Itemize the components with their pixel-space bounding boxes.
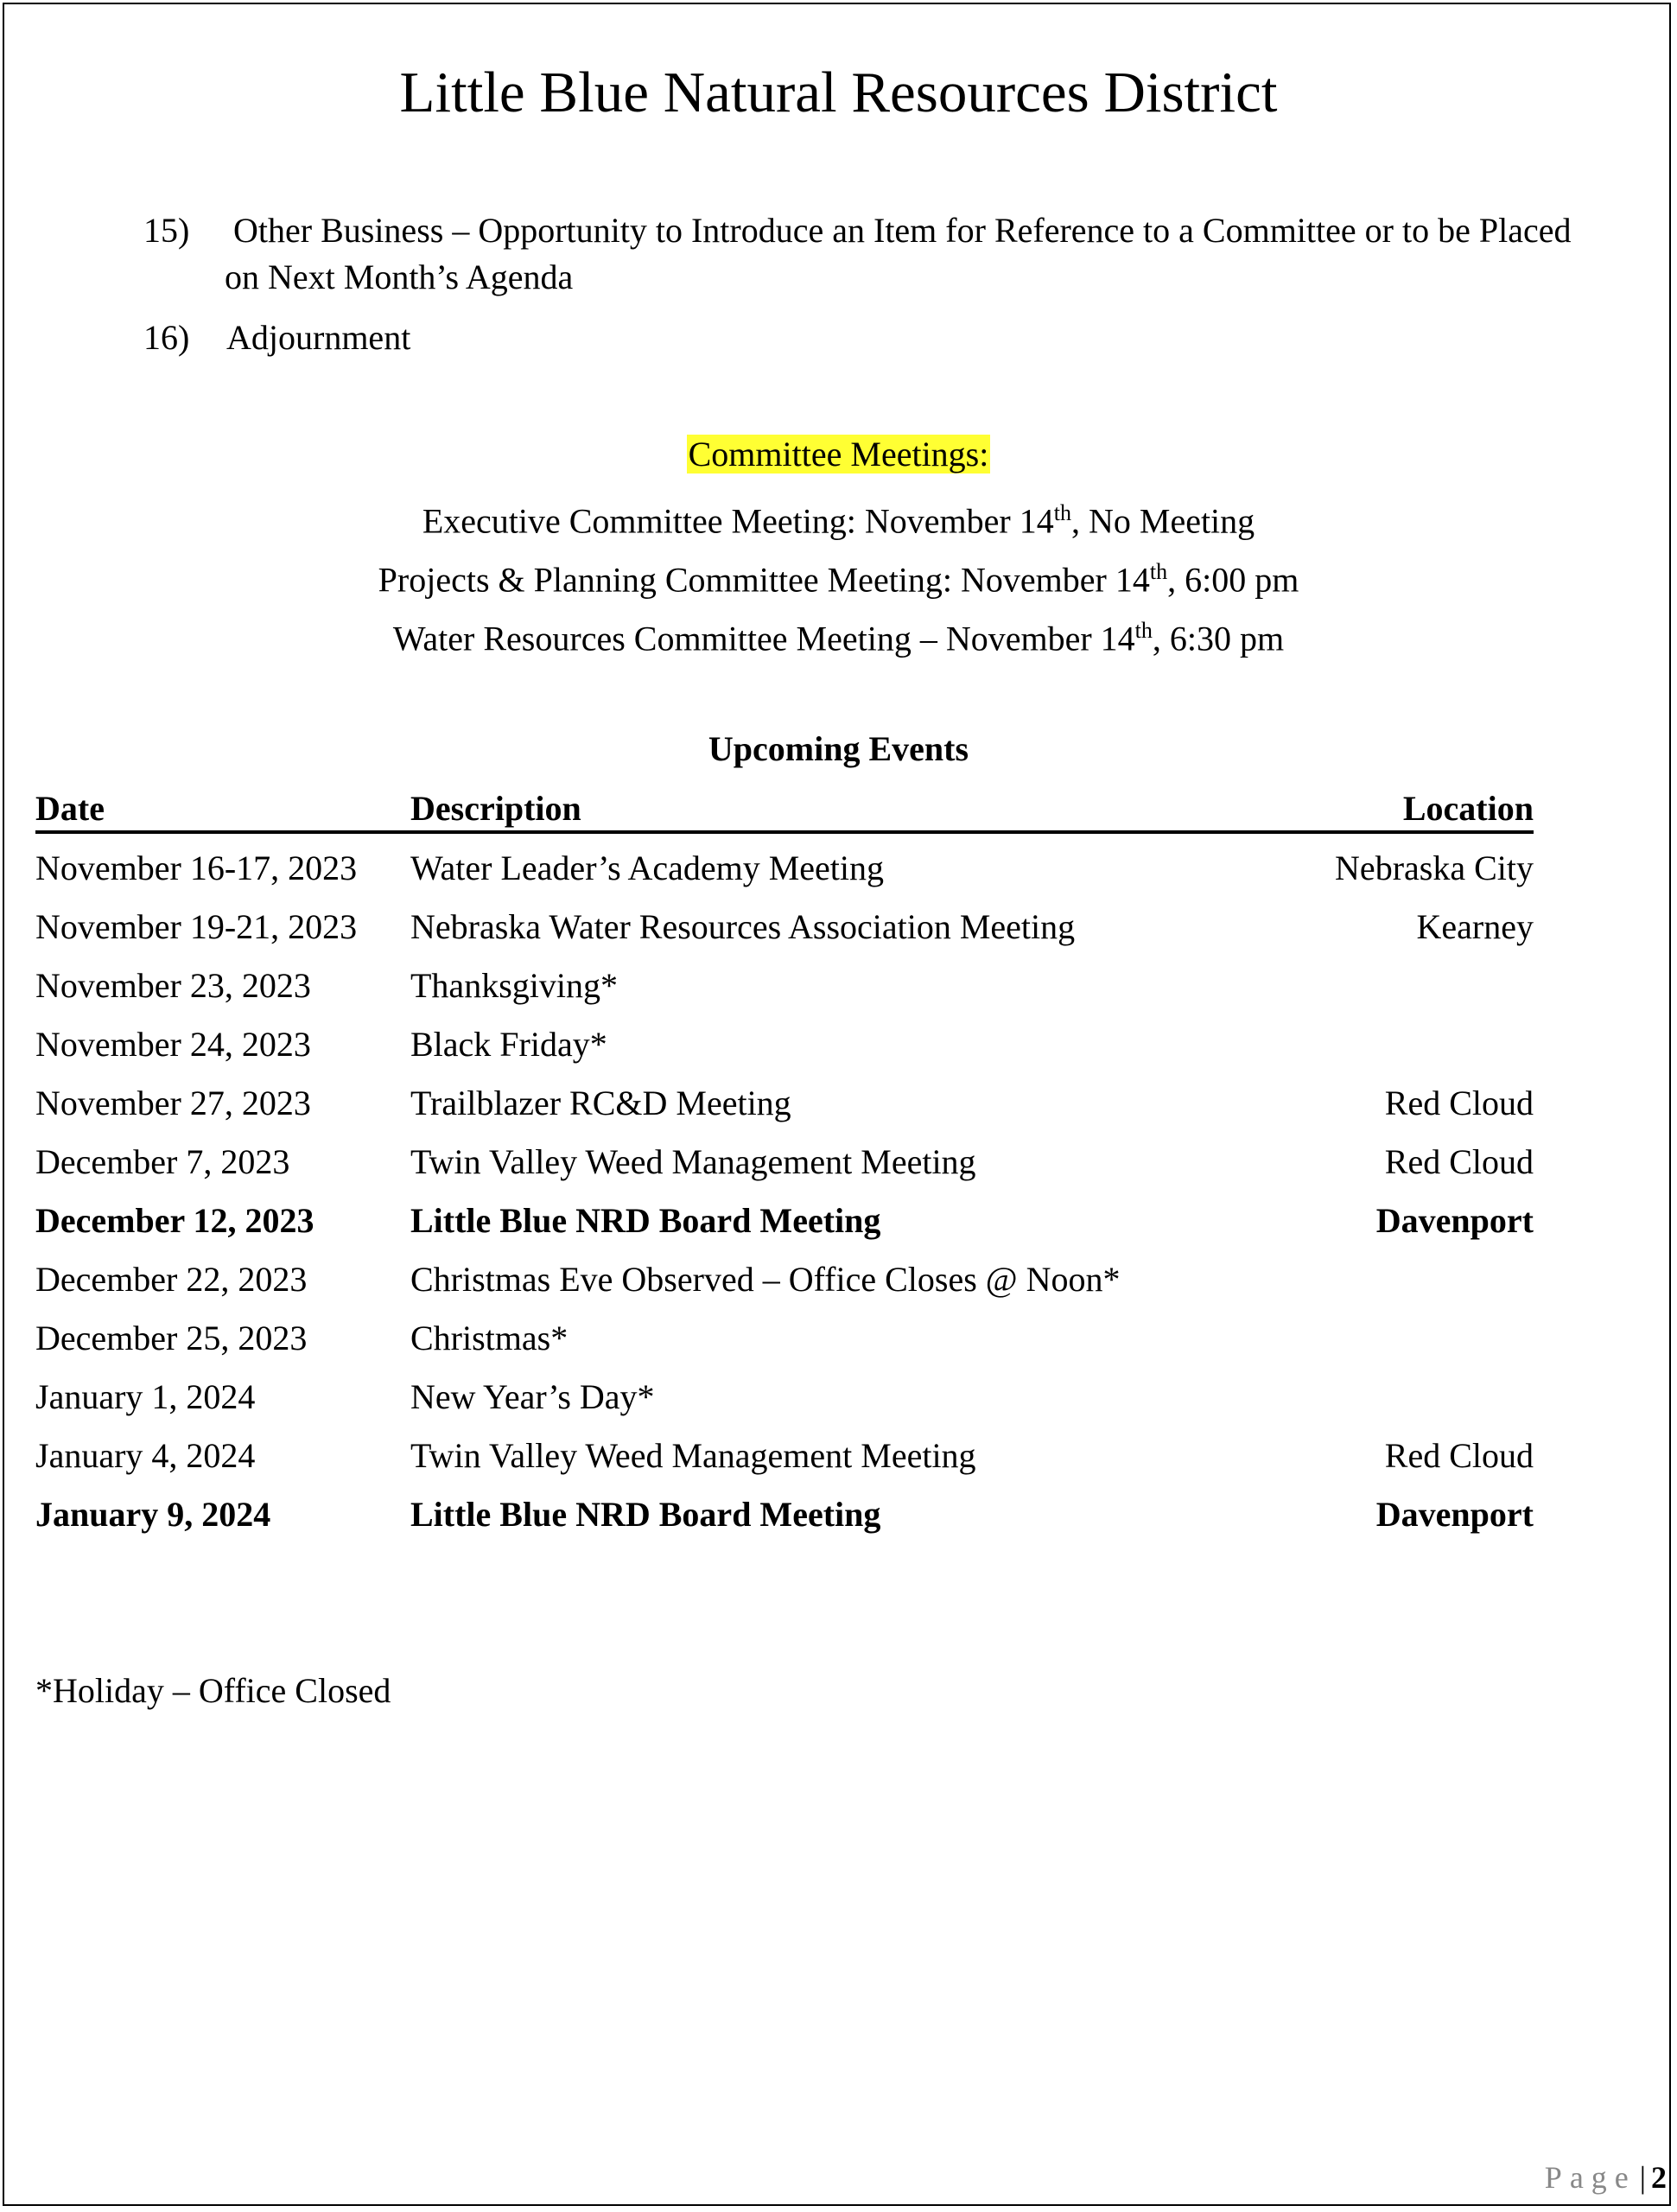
events-table-header (35, 787, 1534, 834)
table-row (35, 1491, 1534, 1543)
event-location: Davenport (1375, 1495, 1534, 1534)
agenda-item-text: Other Business – Opportunity to Introduce an Item for Reference to a Committee or to be Placed (233, 211, 1572, 250)
event-description: Twin Valley Weed Management Meeting (410, 1142, 976, 1181)
agenda-item-15 (0, 207, 1677, 302)
header-date: Date (35, 789, 105, 828)
event-location: Red Cloud (1384, 1436, 1534, 1475)
event-description: Christmas Eve Observed – Office Closes @ Noon* (410, 1260, 1121, 1299)
committee-line (0, 607, 1677, 662)
event-description: Christmas* (410, 1319, 569, 1357)
event-description: Little Blue NRD Board Meeting (410, 1495, 881, 1534)
event-description: Thanksgiving* (410, 966, 618, 1005)
page-number: 2 (1651, 2160, 1667, 2195)
event-description: Nebraska Water Resources Association Meeting (410, 907, 1076, 946)
event-date: January 4, 2024 (35, 1436, 256, 1475)
table-row (35, 904, 1534, 956)
event-date: November 27, 2023 (35, 1084, 311, 1122)
event-location: Kearney (1416, 907, 1534, 946)
committee-line-text: , 6:30 pm (1152, 619, 1285, 658)
event-description: Black Friday* (410, 1025, 607, 1064)
page-separator: | (1639, 2160, 1646, 2195)
table-row (35, 1433, 1534, 1484)
committee-line-text: Water Resources Committee Meeting – November 14 (392, 619, 1135, 658)
event-description: Little Blue NRD Board Meeting (410, 1201, 881, 1240)
page-title: Little Blue Natural Resources District (399, 60, 1278, 124)
event-description: New Year’s Day* (410, 1377, 655, 1416)
committee-heading-label: Committee Meetings: (688, 435, 989, 474)
table-row (35, 1374, 1534, 1426)
committee-line (0, 490, 1677, 544)
table-row (35, 963, 1534, 1014)
page-label: Page (1544, 2160, 1636, 2195)
table-row (35, 1021, 1534, 1073)
event-date: January 9, 2024 (35, 1495, 271, 1534)
event-description: Trailblazer RC&D Meeting (410, 1084, 791, 1122)
event-location: Davenport (1375, 1201, 1534, 1240)
page-footer (1545, 2158, 1667, 2196)
event-date: December 22, 2023 (35, 1260, 308, 1299)
ordinal-suffix: th (1149, 559, 1168, 584)
header-location: Location (1402, 789, 1534, 828)
table-row (35, 845, 1534, 897)
events-title: Upcoming Events (708, 729, 969, 768)
table-row (35, 1198, 1534, 1249)
event-location: Red Cloud (1384, 1142, 1534, 1181)
agenda-item-text: Adjournment (226, 318, 411, 357)
committee-line-text: Projects & Planning Committee Meeting: November 14 (378, 560, 1150, 600)
committee-line-text: , No Meeting (1070, 501, 1255, 541)
event-date: January 1, 2024 (35, 1377, 256, 1416)
event-location: Red Cloud (1384, 1084, 1534, 1122)
ordinal-suffix: th (1134, 618, 1153, 643)
event-date: November 16-17, 2023 (35, 849, 358, 887)
table-row (35, 1315, 1534, 1367)
table-row (35, 1080, 1534, 1132)
header-description: Description (410, 789, 581, 828)
committee-line (0, 549, 1677, 603)
agenda-item-number: 16) (143, 318, 190, 357)
committee-line-text: Executive Committee Meeting: November 14 (422, 501, 1054, 541)
event-date: December 12, 2023 (35, 1201, 314, 1240)
committee-heading (0, 431, 1677, 478)
agenda-item-16 (0, 315, 1677, 366)
event-date: December 25, 2023 (35, 1319, 308, 1357)
agenda-item-number: 15) (143, 211, 190, 250)
table-row (35, 1256, 1534, 1308)
footnote: *Holiday – Office Closed (35, 1671, 391, 1710)
event-description: Twin Valley Weed Management Meeting (410, 1436, 976, 1475)
table-row (35, 1139, 1534, 1191)
event-date: December 7, 2023 (35, 1142, 290, 1181)
event-location: Nebraska City (1335, 849, 1534, 887)
event-description: Water Leader’s Academy Meeting (410, 849, 885, 887)
ordinal-suffix: th (1053, 500, 1071, 525)
committee-line-text: , 6:00 pm (1167, 560, 1299, 600)
event-date: November 24, 2023 (35, 1025, 311, 1064)
event-date: November 19-21, 2023 (35, 907, 358, 946)
agenda-item-text-continued: on Next Month’s Agenda (225, 257, 574, 296)
event-date: November 23, 2023 (35, 966, 311, 1005)
